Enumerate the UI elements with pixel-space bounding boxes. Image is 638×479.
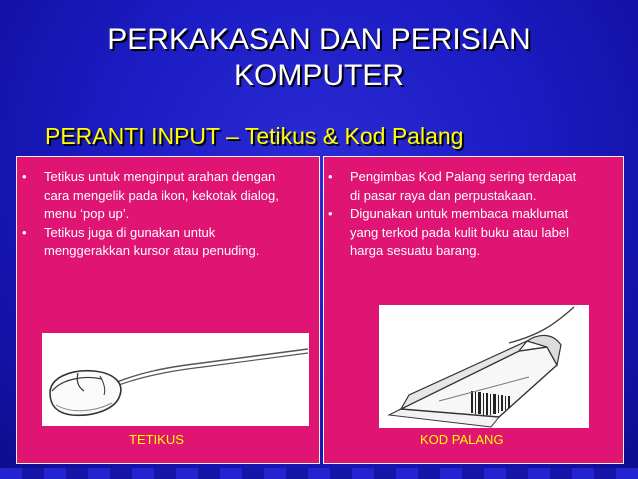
slide-footer-strip [0, 468, 638, 479]
mouse-bullet-item [22, 224, 290, 261]
barcode-bullet-text: Digunakan untuk membaca maklumat yang terkod pada kulit buku atau label harga sesuatu barang. [350, 206, 569, 258]
mouse-bullet-item [22, 168, 290, 224]
bullet-dot: • [22, 224, 27, 240]
barcode-bullet-item [328, 168, 584, 205]
barcode-caption: KOD PALANG [420, 432, 504, 447]
barcode-bullet-item [328, 205, 584, 261]
mouse-illustration [42, 333, 309, 426]
barcode-scanner-icon [379, 305, 589, 428]
mouse-bullet-list [22, 168, 290, 261]
slide-title [0, 22, 638, 94]
bullet-dot: • [328, 206, 333, 221]
barcode-bullet-list [328, 168, 584, 261]
barcode-scanner-illustration [379, 305, 589, 428]
mouse-icon [42, 333, 309, 426]
bullet-dot: • [22, 169, 27, 184]
barcode-panel [323, 156, 624, 464]
barcode-bullet-text: Pengimbas Kod Palang sering terdapat di pasar raya dan perpustakaan. [350, 169, 577, 203]
mouse-bullet-text: Tetikus juga di gunakan untuk menggerakkan kursor atau penuding. [44, 224, 260, 258]
mouse-panel [16, 156, 320, 464]
mouse-caption: TETIKUS [129, 432, 184, 447]
slide-title-line1: PERKAKASAN DAN PERISIAN [107, 23, 531, 56]
slide-title-line2: KOMPUTER [233, 59, 404, 92]
mouse-bullet-text: Tetikus untuk menginput arahan dengan cara mengelik pada ikon, kekotak dialog, menu ‘pop up’. [44, 169, 279, 221]
slide-subtitle: PERANTI INPUT – Tetikus & Kod Palang [45, 123, 464, 149]
bullet-dot: • [328, 169, 333, 184]
